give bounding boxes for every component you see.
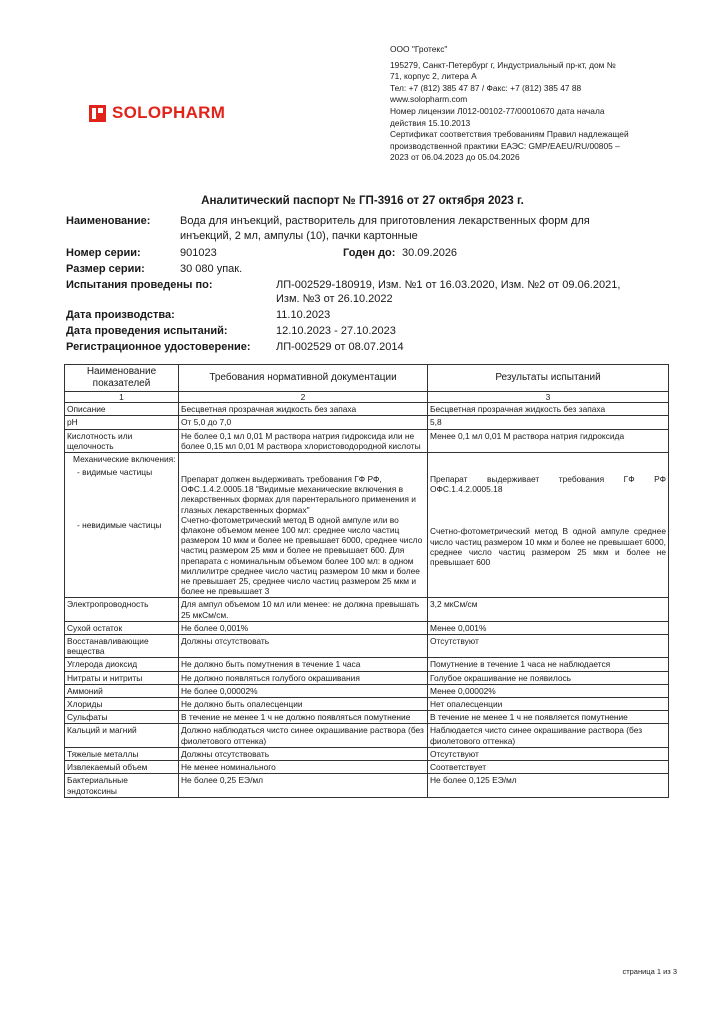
- name-value-2: инъекций, 2 мл, ампулы (10), пачки картонные: [180, 230, 418, 242]
- cell-res: 5,8: [428, 416, 669, 429]
- table-row: [65, 761, 669, 774]
- cell-name: Сульфаты: [65, 711, 179, 724]
- reg-label: Регистрационное удостоверение:: [66, 341, 251, 353]
- company-header: [390, 44, 680, 164]
- test-date-value: 12.10.2023 - 27.10.2023: [276, 325, 396, 337]
- company-license-2: действия 15.10.2013: [390, 117, 471, 128]
- document-title: Аналитический паспорт № ГП-3916 от 27 октября 2023 г.: [201, 194, 524, 207]
- cell-name: pH: [65, 416, 179, 429]
- company-address-2: 71, корпус 2, литера А: [390, 71, 477, 82]
- table-row: [65, 621, 669, 634]
- cell-req: Не менее номинального: [179, 761, 428, 774]
- company-address-1: 195279, Санкт-Петербург г, Индустриальный пр-кт, дом №: [390, 59, 616, 70]
- cell-name: Восстанавливающие вещества: [65, 635, 179, 658]
- batch-value: 901023: [180, 247, 217, 259]
- cell-req: Должны отсутствовать: [179, 747, 428, 760]
- results-table: [64, 364, 669, 798]
- name-value-1: Вода для инъекций, растворитель для приготовления лекарственных форм для: [180, 215, 590, 227]
- mech-invisible-res: Счетно-фотометрический метод В одной ампуле среднее число частиц размером 10 мкм и более не превышает 6000, среднее число частиц размером 25 мкм и более не превышает 600: [430, 526, 666, 568]
- cell-req: Не должно быть опалесценции: [179, 698, 428, 711]
- table-row: [65, 774, 669, 797]
- mech-name: Механические включения:: [73, 454, 176, 465]
- logo-text: SOLOPHARM: [112, 103, 226, 122]
- table-row: [65, 711, 669, 724]
- cell-name: Нитраты и нитриты: [65, 671, 179, 684]
- header-results: Результаты испытаний: [428, 365, 669, 392]
- table-row: [65, 403, 669, 416]
- table-row: [65, 635, 669, 658]
- cell-req: Должны отсутствовать: [179, 635, 428, 658]
- company-cert-1: Сертификат соответствия требованиям Правил надлежащей: [390, 129, 629, 140]
- cell-res: Наблюдается чисто синее окрашивание раствора (без фиолетового оттенка): [428, 724, 669, 747]
- table-row: [65, 429, 669, 452]
- table-row: [65, 598, 669, 621]
- column-number-row: [65, 392, 669, 403]
- table-row: [65, 671, 669, 684]
- table-header-row: [65, 365, 669, 392]
- cell-res: Менее 0,00002%: [428, 684, 669, 697]
- cell-req: Бесцветная прозрачная жидкость без запаха: [179, 403, 428, 416]
- tests-value-1: ЛП-002529-180919, Изм. №1 от 16.03.2020, Изм. №2 от 09.06.2021,: [276, 279, 621, 291]
- mech-req-cell: [179, 453, 428, 598]
- solopharm-logo: [89, 103, 225, 123]
- table-row: [65, 698, 669, 711]
- cell-name: Извлекаемый объем: [65, 761, 179, 774]
- name-label: Наименование:: [66, 215, 151, 227]
- header-indicators: Наименование показателей: [65, 365, 179, 392]
- prod-date-value: 11.10.2023: [276, 309, 331, 321]
- cell-res: Отсутствуют: [428, 635, 669, 658]
- cell-res: Бесцветная прозрачная жидкость без запаха: [428, 403, 669, 416]
- cell-req: Не более 0,25 ЕЭ/мл: [179, 774, 428, 797]
- cell-req: От 5,0 до 7,0: [179, 416, 428, 429]
- cell-name: Описание: [65, 403, 179, 416]
- cell-name: Кальций и магний: [65, 724, 179, 747]
- size-label: Размер серии:: [66, 263, 145, 275]
- batch-label: Номер серии:: [66, 247, 141, 259]
- cell-name: Хлориды: [65, 698, 179, 711]
- cell-res: Менее 0,1 мл 0,01 М раствора натрия гидроксида: [428, 429, 669, 452]
- table-row: [65, 724, 669, 747]
- size-value: 30 080 упак.: [180, 263, 243, 275]
- cell-res: Голубое окрашивание не появилось: [428, 671, 669, 684]
- table-row: [65, 684, 669, 697]
- cell-req: Не более 0,001%: [179, 621, 428, 634]
- cell-req: Не более 0,00002%: [179, 684, 428, 697]
- company-name: ООО "Гротекс": [390, 44, 448, 54]
- cell-req: Не должно появляться голубого окрашивания: [179, 671, 428, 684]
- cell-name: Сухой остаток: [65, 621, 179, 634]
- mech-invisible-req: Счетно-фотометрический метод В одной ампуле или во флаконе объемом менее 100 мл: среднее число частиц размером 10 мкм и более не превышает 6000, среднее число частиц размером 25 мкм и более не превышает 600. Для препарата с номинальным объемом более 100 мл: в одном миллилитре среднее число частиц размером 10 мкм и более не превышает 25, среднее число частиц размером 25 мкм и более не превышает 3: [181, 514, 423, 597]
- prod-date-label: Дата производства:: [66, 309, 175, 321]
- company-cert-2: производственной практики ЕАЭС: GMP/EAEU/RU/00805 –: [390, 140, 620, 151]
- cell-res: В течение не менее 1 ч не появляется помутнение: [428, 711, 669, 724]
- mech-visible-name: - видимые частицы: [77, 467, 153, 478]
- company-cert-3: 2023 от 06.04.2023 до 05.04.2026: [390, 152, 520, 163]
- company-phone: Тел: +7 (812) 385 47 87 / Факс: +7 (812) 385 47 88: [390, 82, 582, 93]
- cell-req: Должно наблюдаться чисто синее окрашивание раствора (без фиолетового оттенка): [179, 724, 428, 747]
- header-requirements: Требования нормативной документации: [179, 365, 428, 392]
- mech-res-cell: [428, 453, 669, 598]
- cell-res: Соответствует: [428, 761, 669, 774]
- expiry-label: Годен до:: [343, 247, 396, 259]
- cell-res: Не более 0,125 ЕЭ/мл: [428, 774, 669, 797]
- col-number: 2: [179, 392, 428, 403]
- cell-req: В течение не менее 1 ч не должно появляться помутнение: [179, 711, 428, 724]
- table-row: [65, 658, 669, 671]
- cell-req: Не более 0,1 мл 0,01 М раствора натрия гидроксида или не более 0,15 мл 0,01 М раствора хлористоводородной кислоты: [179, 429, 428, 452]
- page-number: страница 1 из 3: [622, 967, 677, 976]
- cell-res: Отсутствуют: [428, 747, 669, 760]
- mech-visible-req: Препарат должен выдерживать требования ГФ РФ, ОФС.1.4.2.0005.18 "Видимые механические включения в лекарственных формах для парентерального применения и глазных лекарственных формах": [181, 474, 416, 515]
- cell-name: Электропроводность: [65, 598, 179, 621]
- mech-visible-res: Препарат выдерживает требования ГФ РФ ОФС.1.4.2.0005.18: [430, 474, 666, 495]
- col-number: 3: [428, 392, 669, 403]
- cell-res: Помутнение в течение 1 часа не наблюдается: [428, 658, 669, 671]
- tests-label: Испытания проведены по:: [66, 279, 213, 291]
- cell-res: Нет опалесценции: [428, 698, 669, 711]
- company-website[interactable]: www.solopharm.com: [390, 94, 468, 105]
- table-row: [65, 747, 669, 760]
- cell-req: Для ампул объемом 10 мл или менее: не должна превышать 25 мкСм/см.: [179, 598, 428, 621]
- cell-res: 3,2 мкСм/см: [428, 598, 669, 621]
- mech-name-cell: [65, 453, 179, 598]
- cell-name: Тяжелые металлы: [65, 747, 179, 760]
- mech-invisible-name: - невидимые частицы: [77, 520, 162, 531]
- cell-name: Бактериальные эндотоксины: [65, 774, 179, 797]
- reg-value: ЛП-002529 от 08.07.2014: [276, 341, 404, 353]
- cell-name: Аммоний: [65, 684, 179, 697]
- col-number: 1: [65, 392, 179, 403]
- table-row: [65, 416, 669, 429]
- cell-res: Менее 0,001%: [428, 621, 669, 634]
- company-license-1: Номер лицензии Л012-00102-77/00010670 дата начала: [390, 105, 605, 116]
- table-row-mechanical: [65, 453, 669, 598]
- logo-mark-icon: [89, 105, 106, 122]
- cell-name: Углерода диоксид: [65, 658, 179, 671]
- cell-req: Не должно быть помутнения в течение 1 часа: [179, 658, 428, 671]
- test-date-label: Дата проведения испытаний:: [66, 325, 228, 337]
- expiry-value: 30.09.2026: [402, 247, 458, 259]
- cell-name: Кислотность или щелочность: [65, 429, 179, 452]
- tests-value-2: Изм. №3 от 26.10.2022: [276, 293, 393, 305]
